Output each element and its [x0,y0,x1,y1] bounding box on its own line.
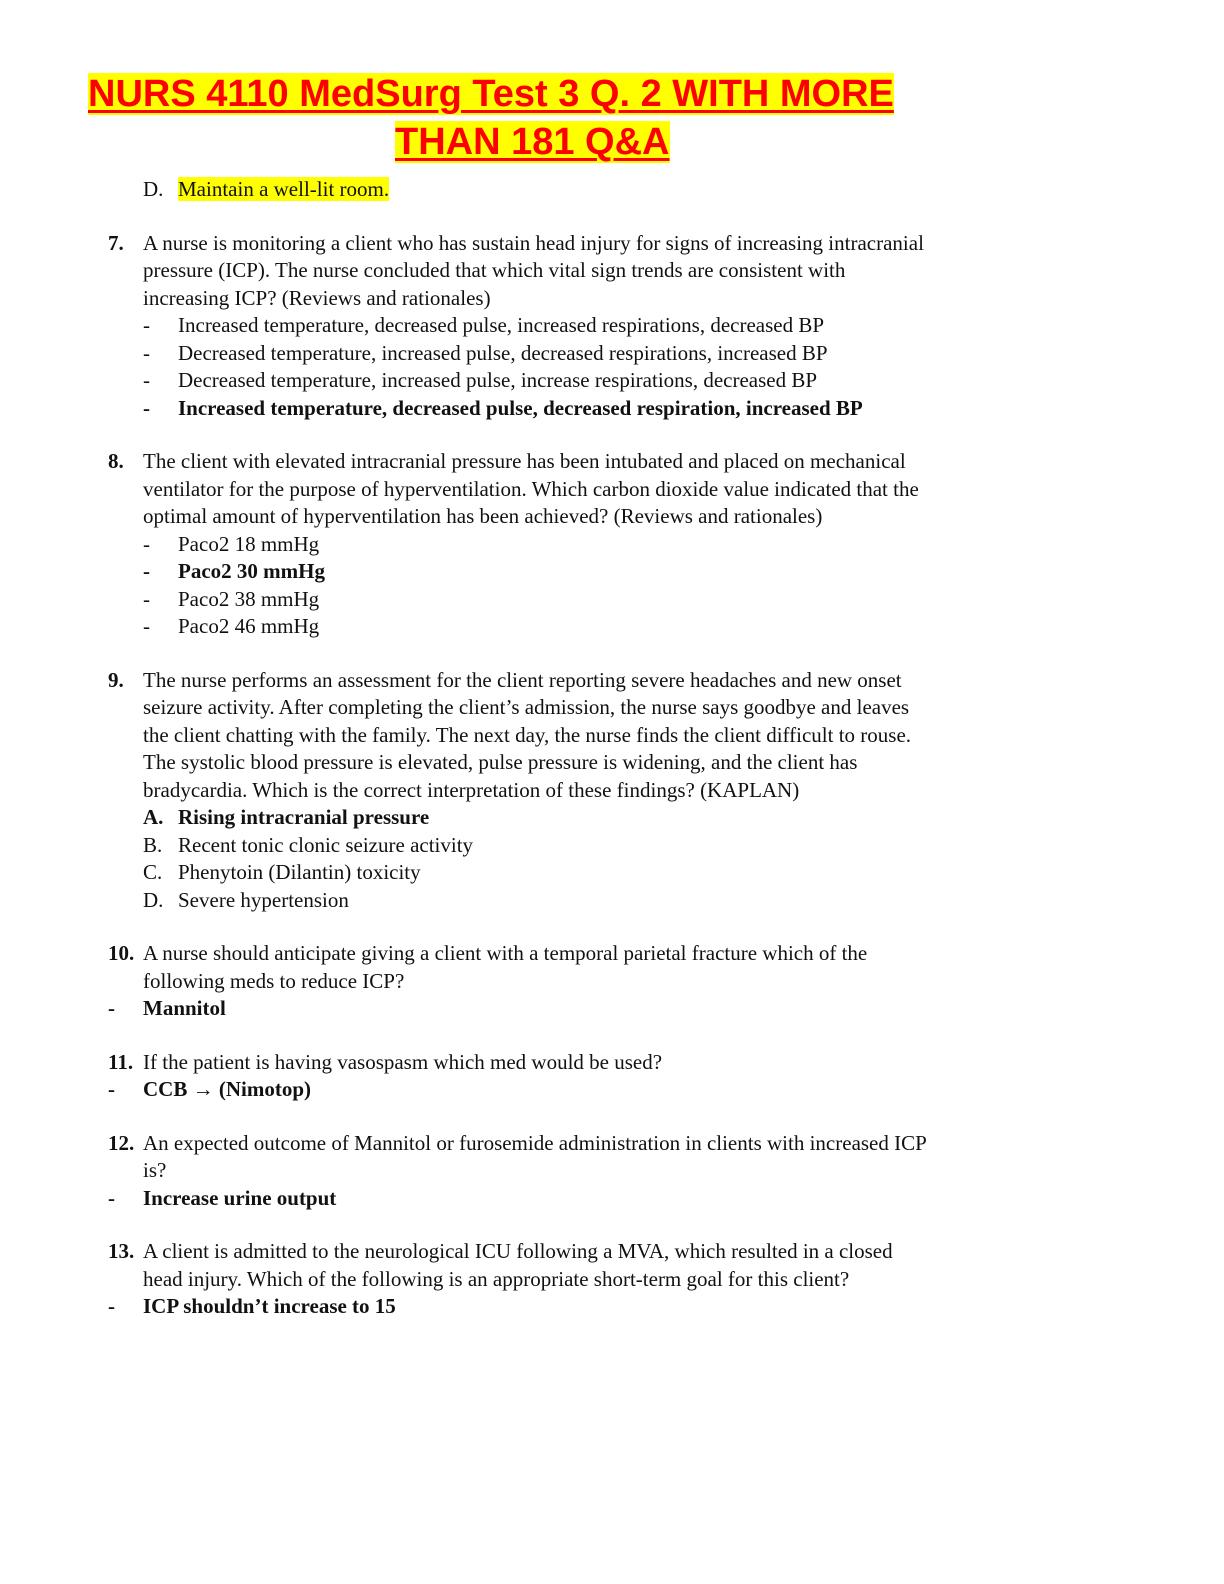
document-title [86,70,1030,166]
question-11 [108,1049,928,1104]
option: - Increased temperature, decreased pulse, increased respirations, decreased BP [143,313,825,337]
option: - Decreased temperature, increased pulse, decreased respirations, increased BP [143,340,828,365]
option: - Paco2 38 mmHg [143,586,320,611]
question-13 [108,1238,928,1321]
option: - Decreased temperature, increased pulse, increase respirations, decreased BP [143,368,818,392]
question-text: A nurse is monitoring a client who has sustain head injury for signs of increasing intracranial pressure (ICP). The nurse concluded that which vital sign trends are consistent with increasing ICP? (Reviews and rationales) [143,230,924,310]
question-number: 13. [108,1239,135,1263]
answer: - Mannitol [108,996,226,1020]
option: - Paco2 18 mmHg [143,531,320,556]
answer: - CCB → (Nimotop) [108,1077,311,1101]
question-text: The nurse performs an assessment for the client reporting severe headaches and new onset seizure activity. After completing the client’s admission, the nurse says goodbye and leaves the client chatting with the family. The next day, the nurse finds the client difficult to rouse. The systolic blood pressure is elevated, pulse pressure is widening, and the client has bradycardia. Which is the correct interpretation of these findings? (KAPLAN) [143,667,912,802]
question-text: A nurse should anticipate giving a client with a temporal parietal fracture which of the following meds to reduce ICP? [143,941,868,993]
correct-option: - Increased temperature, decreased pulse, decreased respiration, increased BP [143,395,863,420]
answer: - Increase urine output [108,1185,337,1210]
document-body [108,176,928,1321]
question-7 [108,230,928,423]
correct-option: - Paco2 30 mmHg [143,559,325,583]
question-text: A client is admitted to the neurological ICU following a MVA, which resulted in a closed head injury. Which of the following is an appropriate short-term goal for this client? [143,1239,893,1291]
question-number: 11. [108,1049,134,1074]
answer: - ICP shouldn’t increase to 15 [108,1294,396,1318]
question-8 [108,448,928,641]
question-number: 8. [108,449,124,473]
question-number: 9. [108,667,124,692]
question-text: An expected outcome of Mannitol or furosemide administration in clients with increased ICP is? [143,1130,927,1182]
option: - Paco2 46 mmHg [143,614,320,638]
previous-option [143,176,928,204]
option-marker: D. [143,177,164,201]
title-line-1: NURS 4110 MedSurg Test 3 Q. 2 WITH MORE [88,73,894,115]
option: C. Phenytoin (Dilantin) toxicity [143,860,421,884]
question-12 [108,1130,928,1213]
option: D. Severe hypertension [143,887,349,912]
question-text: The client with elevated intracranial pressure has been intubated and placed on mechanical ventilator for the purpose of hyperventilation. Which carbon dioxide value indicated that the optimal amount of hyperventilation has been achieved? (Reviews and rationales) [143,449,919,528]
question-9 [108,667,928,915]
question-10 [108,940,928,1023]
correct-option: A. Rising intracranial pressure [143,805,430,829]
question-number: 12. [108,1130,135,1155]
question-text: If the patient is having vasospasm which med would be used? [143,1049,663,1074]
highlighted-answer: Maintain a well-lit room. [178,177,390,201]
question-number: 7. [108,230,124,255]
option: B. Recent tonic clonic seizure activity [143,832,474,857]
question-number: 10. [108,941,135,965]
title-line-2: THAN 181 Q&A [395,121,670,163]
